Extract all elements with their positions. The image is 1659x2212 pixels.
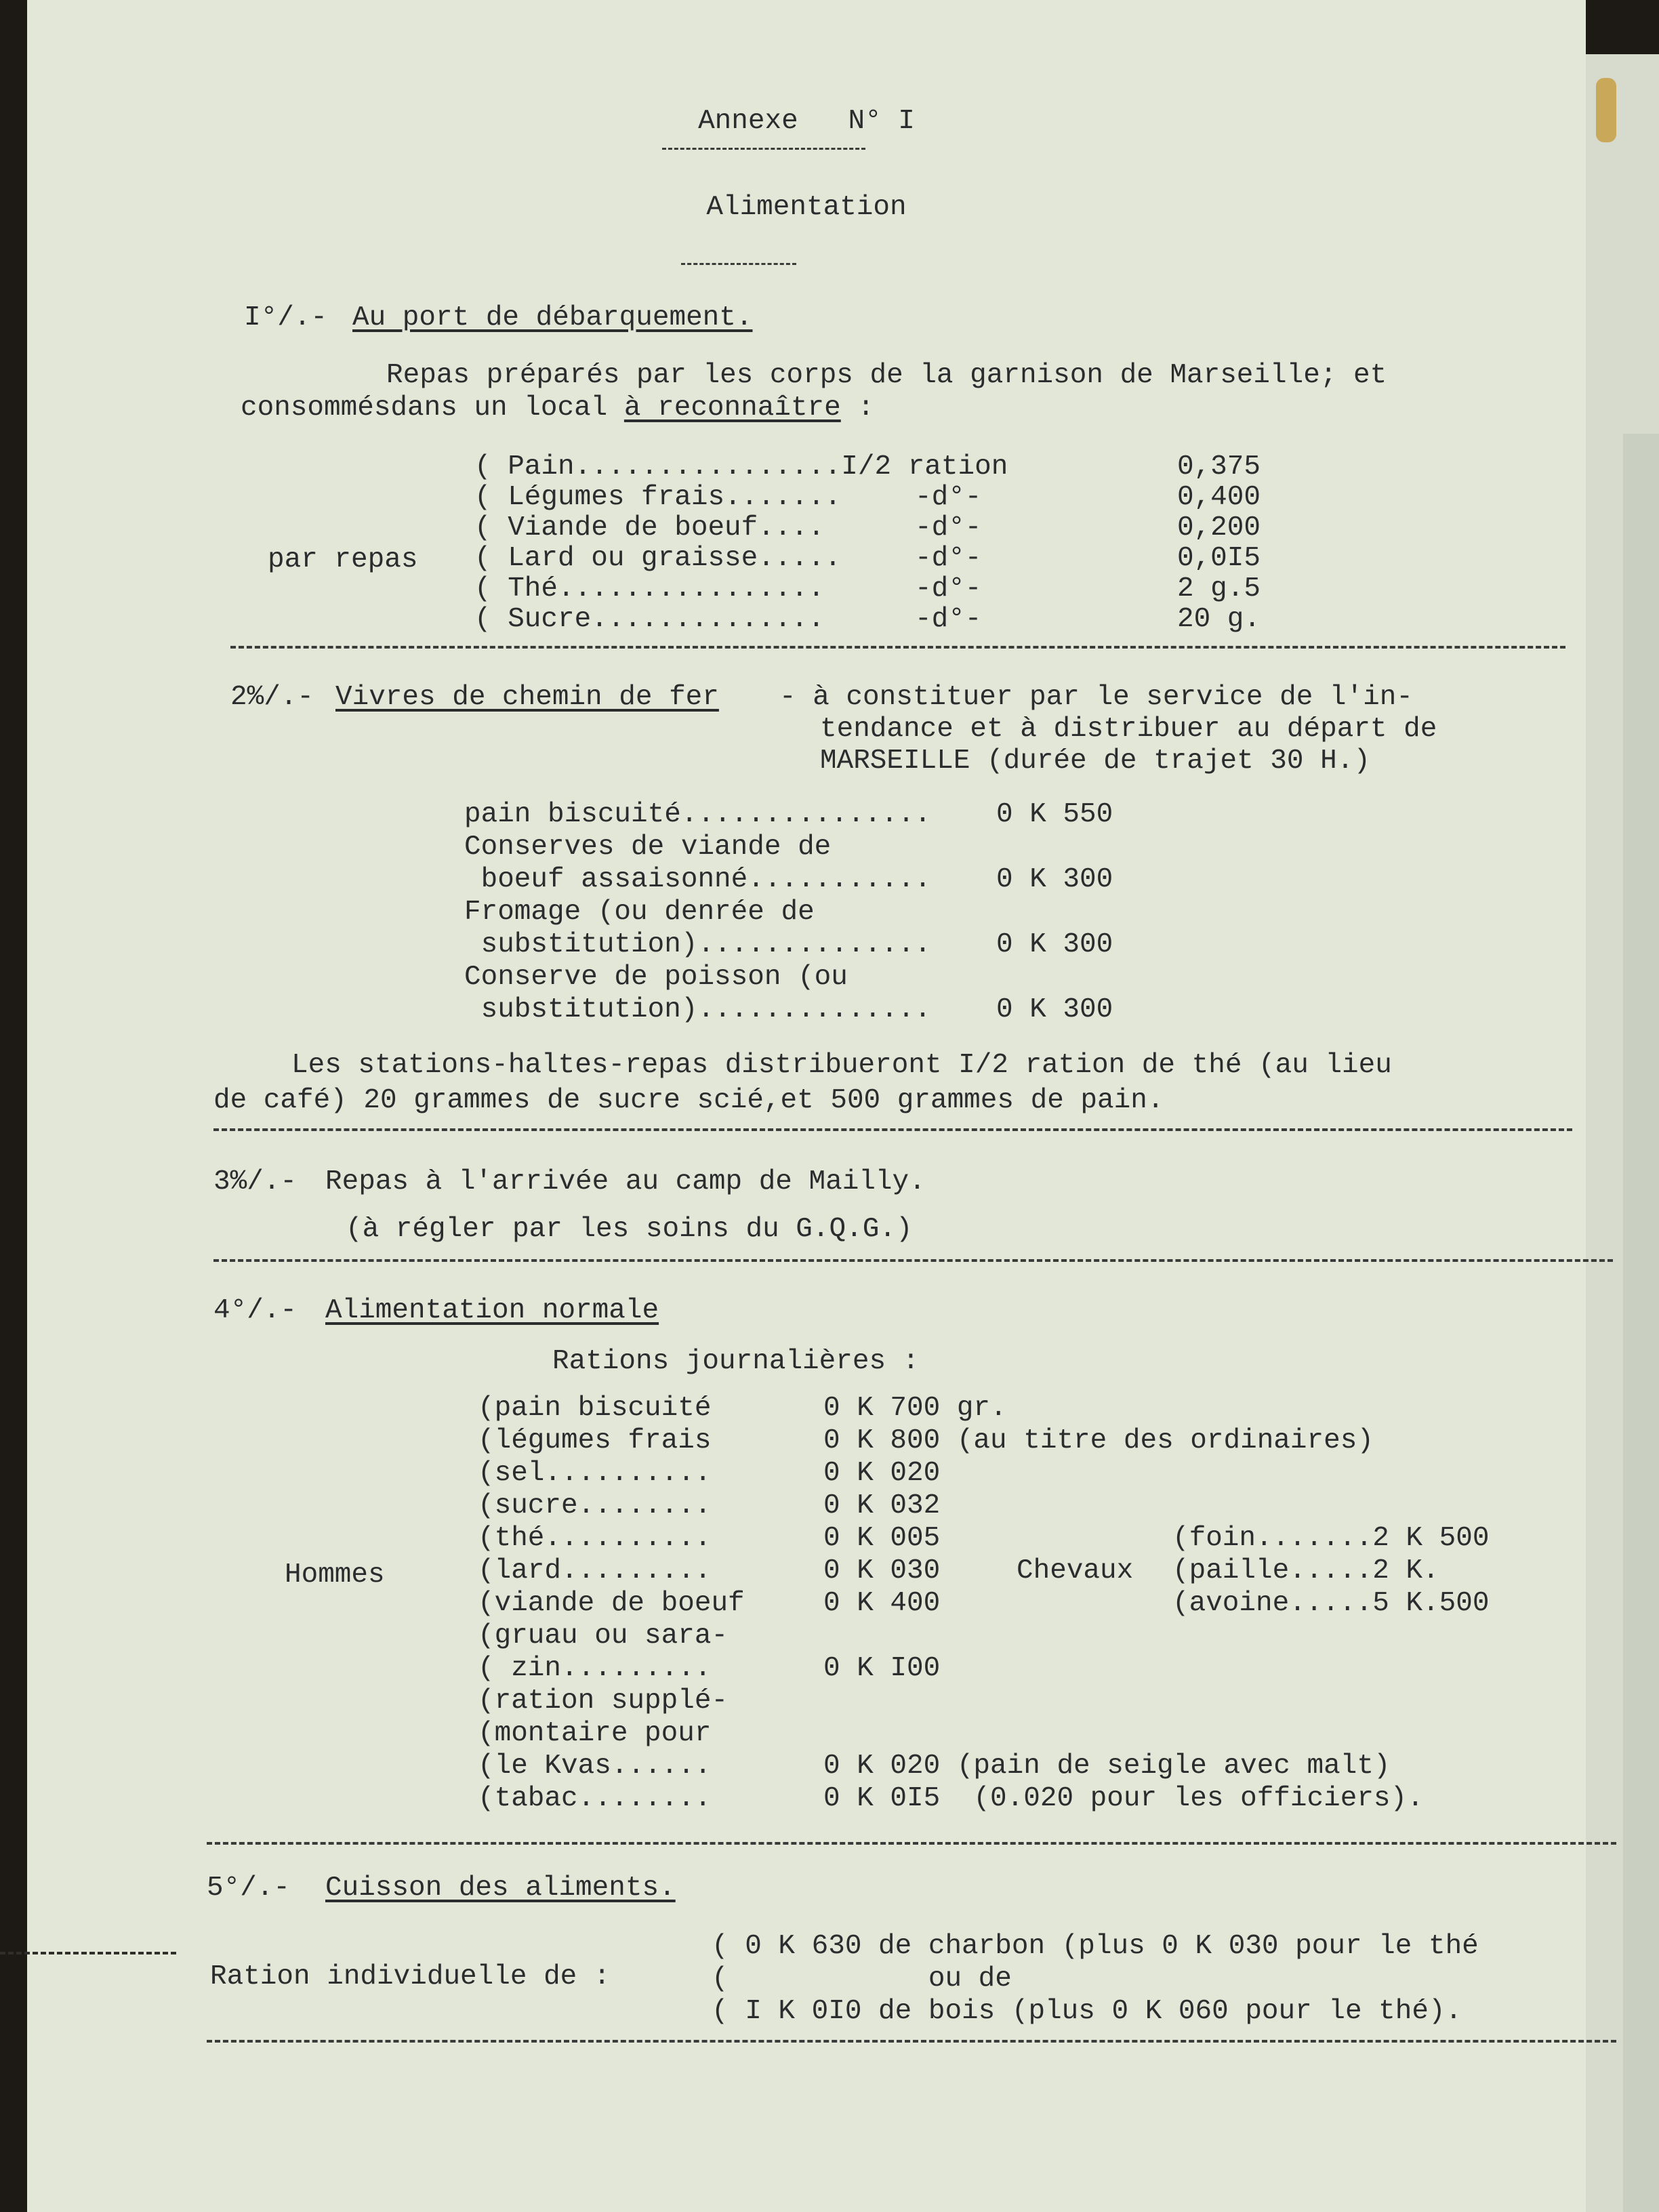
s1-item-value: 0,0I5 (1176, 543, 1261, 574)
s4-men-value: 0 K 005 (823, 1523, 941, 1554)
s2-item-value: 0 K 550 (996, 799, 1113, 830)
s1-item: ( Pain................I/2 ration (474, 451, 1008, 483)
s2-item: substitution).............. (464, 994, 931, 1025)
title-rule (681, 263, 796, 265)
margin-mark (0, 1952, 176, 1954)
s1-item-value: 20 g. (1176, 604, 1261, 635)
s4-men-item: (viande de boeuf (478, 1588, 745, 1619)
s2-text-2: tendance et à distribuer au départ de (820, 714, 1437, 745)
s2-heading: Vivres de chemin de fer (335, 682, 719, 713)
header-rule (662, 148, 865, 150)
s1-intro-underlined: à reconnaître (623, 392, 841, 424)
s1-item-value: 0,400 (1176, 482, 1261, 513)
s2-item: Fromage (ou denrée de (464, 897, 815, 928)
s2-text-1: - à constituer par le service de l'in- (779, 682, 1413, 713)
annex-header: Annexe N° I (698, 106, 915, 137)
s2-note-1: Les stations-haltes-repas distribueront I/2 ration de thé (au lieu (291, 1050, 1392, 1081)
s4-horse-item: (foin.......2 K 500 (1172, 1523, 1490, 1554)
s4-men-value: 0 K 800 (au titre des ordinaires) (823, 1425, 1374, 1456)
s1-item-qty: -d°- (915, 482, 982, 513)
s1-intro-1: Repas préparés par les corps de la garnison de Marseille; et (386, 360, 1387, 391)
s4-men-item: (légumes frais (478, 1425, 712, 1456)
s2-item-value: 0 K 300 (996, 929, 1113, 960)
s1-intro-2: consommésdans un local à reconnaître : (241, 392, 874, 424)
s4-men-value: 0 K 030 (823, 1555, 941, 1586)
s1-item: ( Viande de boeuf.... (474, 512, 825, 544)
s4-men-item: ( zin......... (478, 1653, 712, 1684)
s1-item: ( Légumes frais....... (474, 482, 842, 513)
s3-number: 3%/.- (213, 1166, 298, 1197)
s1-item: ( Lard ou graisse..... (474, 543, 842, 574)
s1-item-qty: -d°- (915, 512, 982, 544)
s4-men-value: 0 K 032 (823, 1490, 941, 1521)
s1-item-qty: -d°- (915, 604, 982, 635)
s5-line-3: ( I K 0I0 de bois (plus 0 K 060 pour le thé). (712, 1996, 1462, 2027)
s5-label: Ration individuelle de : (210, 1961, 611, 1992)
s4-men-item: (montaire pour (478, 1718, 712, 1749)
s2-text-3: MARSEILLE (durée de trajet 30 H.) (820, 745, 1370, 777)
s4-heading: Alimentation normale (325, 1295, 659, 1326)
page-title: Alimentation (706, 192, 907, 223)
s1-item-value: 0,200 (1176, 512, 1261, 544)
s4-men-value: 0 K 020 (pain de seigle avec malt) (823, 1750, 1391, 1782)
s4-men-label: Hommes (285, 1559, 385, 1591)
s1-label: par repas (268, 544, 418, 575)
s4-horse-item: (avoine.....5 K.500 (1172, 1588, 1490, 1619)
s1-item: ( Thé................ (474, 573, 825, 605)
s2-item-value: 0 K 300 (996, 864, 1113, 895)
s2-item: Conserve de poisson (ou (464, 962, 848, 993)
s4-men-value: 0 K 0I5 (0.020 pour les officiers). (823, 1783, 1424, 1814)
s4-men-value: 0 K 700 gr. (823, 1393, 1007, 1424)
s1-item-qty: -d°- (915, 573, 982, 605)
s5-line-2: ( ou de (712, 1963, 1012, 1994)
section-divider (213, 1259, 1613, 1262)
s4-men-item: (le Kvas...... (478, 1750, 712, 1782)
s4-men-item: (tabac........ (478, 1783, 712, 1814)
section-divider (213, 1128, 1572, 1131)
s5-number: 5°/.- (207, 1872, 291, 1904)
s2-item: substitution).............. (464, 929, 931, 960)
s1-item-value: 0,375 (1176, 451, 1261, 483)
paper-clip (1596, 78, 1616, 142)
section-divider (230, 646, 1565, 649)
section-divider (207, 1842, 1616, 1845)
s1-item-value: 2 g.5 (1176, 573, 1261, 605)
s3-heading: Repas à l'arrivée au camp de Mailly. (325, 1166, 926, 1197)
s4-men-value: 0 K 400 (823, 1588, 941, 1619)
s2-note-2: de café) 20 grammes de sucre scié,et 500 grammes de pain. (213, 1085, 1164, 1116)
section-divider (207, 2040, 1616, 2043)
s4-men-item: (gruau ou sara- (478, 1620, 729, 1652)
paper-stack-edge (1623, 434, 1659, 2212)
s4-horse-item: (paille.....2 K. (1172, 1555, 1439, 1586)
s4-men-item: (thé.......... (478, 1523, 712, 1554)
s2-item: pain biscuité............... (464, 799, 931, 830)
s5-heading: Cuisson des aliments. (325, 1872, 676, 1904)
s4-men-item: (sucre........ (478, 1490, 712, 1521)
s1-item-qty: -d°- (915, 543, 982, 574)
s1-number: I°/.- (244, 302, 328, 333)
s4-men-item: (lard......... (478, 1555, 712, 1586)
s2-item: Conserves de viande de (464, 832, 832, 863)
s4-men-item: (pain biscuité (478, 1393, 712, 1424)
s3-sub: (à régler par les soins du G.Q.G.) (346, 1214, 913, 1245)
s4-subtitle: Rations journalières : (552, 1346, 920, 1377)
s2-number: 2%/.- (230, 682, 314, 713)
s2-item: boeuf assaisonné........... (464, 864, 931, 895)
s2-item-value: 0 K 300 (996, 994, 1113, 1025)
s4-men-item: (sel.......... (478, 1458, 712, 1489)
s4-men-value: 0 K 020 (823, 1458, 941, 1489)
s4-horse-label: Chevaux (1017, 1555, 1134, 1586)
s1-item: ( Sucre.............. (474, 604, 825, 635)
s4-men-item: (ration supplé- (478, 1685, 729, 1717)
s4-number: 4°/.- (213, 1295, 298, 1326)
s5-line-1: ( 0 K 630 de charbon (plus 0 K 030 pour le thé (712, 1931, 1479, 1962)
s4-men-value: 0 K I00 (823, 1653, 941, 1684)
s1-heading: Au port de débarquement. (352, 302, 753, 333)
document-page (27, 0, 1586, 2212)
